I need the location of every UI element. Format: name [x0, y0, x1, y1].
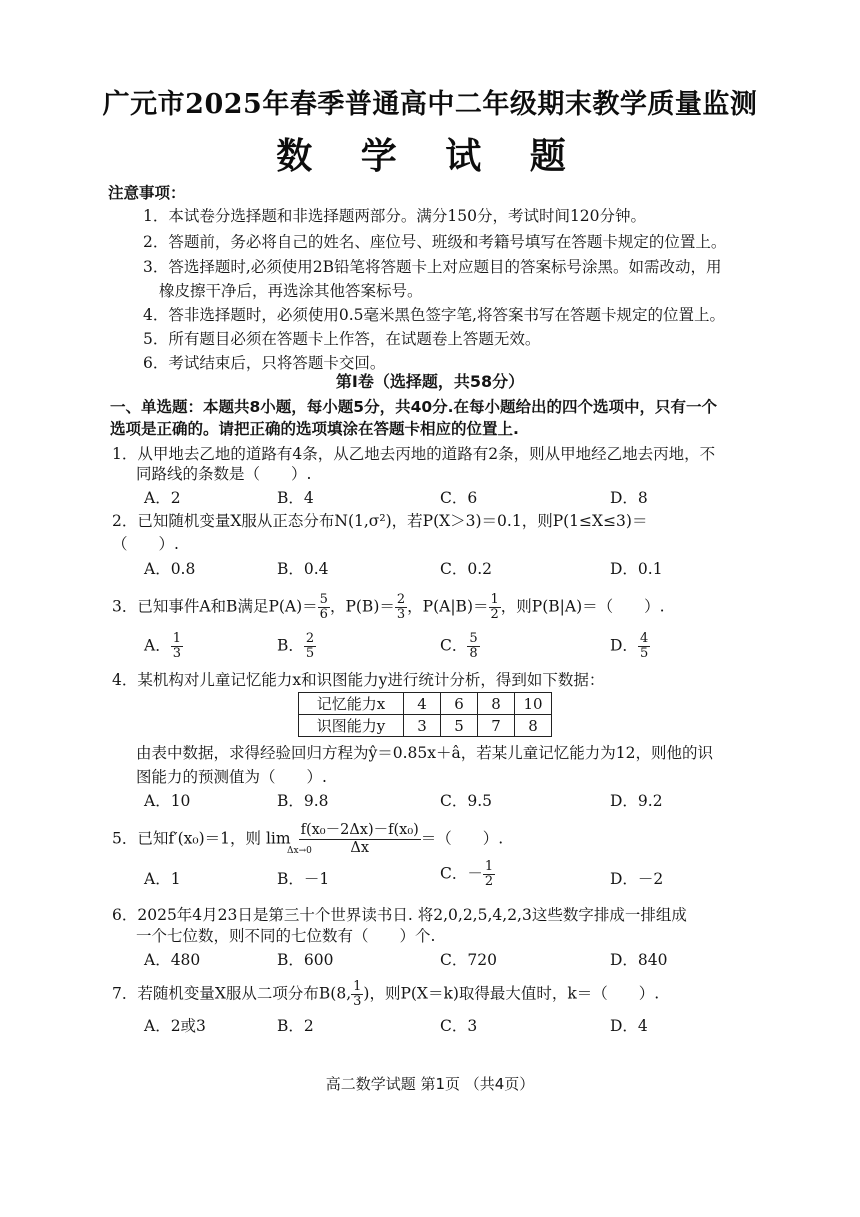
notice-item: 4．答非选择题时，必须使用0.5毫米黑色签字笔,将答案书写在答题卡规定的位置上。 — [143, 306, 725, 324]
option-d: D．－2 — [610, 870, 664, 888]
option-c: C．3 — [440, 1017, 478, 1035]
question-2: 2．已知随机变量X服从正态分布N(1,σ²)，若P(X＞3)＝0.1，则P(1≤X≤3)＝ — [112, 512, 648, 530]
table-cell: 6 — [441, 693, 478, 715]
part-instructions: 选项是正确的。请把正确的选项填涂在答题卡相应的位置上. — [110, 420, 519, 438]
table-cell: 10 — [515, 693, 552, 715]
question-4-cont: 图能力的预测值为（ ）. — [136, 768, 327, 786]
notice-item: 2．答题前，务必将自己的姓名、座位号、班级和考籍号填写在答题卡规定的位置上。 — [143, 233, 727, 251]
question-6-cont: 一个七位数，则不同的七位数有（ ）个. — [136, 927, 436, 945]
option-d: D．840 — [610, 951, 668, 969]
question-1: 1．从甲地去乙地的道路有4条，从乙地去丙地的道路有2条，则从甲地经乙地去丙地，不 — [112, 445, 716, 463]
option-b: B． $\frac{2}{5}$ — [277, 631, 315, 661]
question-4-cont: 由表中数据，求得经验回归方程为ŷ＝0.85x＋â，若某儿童记忆能力为12，则他的识 — [136, 744, 713, 762]
table-row — [299, 693, 552, 715]
notice-item: 1．本试卷分选择题和非选择题两部分。满分150分，考试时间120分钟。 — [143, 207, 647, 225]
question-4: 4．某机构对儿童记忆能力x和识图能力y进行统计分析，得到如下数据： — [112, 671, 605, 689]
option-c: C．－ $\frac{1}{2}$ — [440, 859, 494, 889]
table-cell: 5 — [441, 715, 478, 737]
option-d: D．4 — [610, 1017, 648, 1035]
notice-heading: 注意事项： — [108, 184, 186, 202]
table-cell: 7 — [478, 715, 515, 737]
option-c: C．0.2 — [440, 560, 493, 578]
table-cell: 8 — [478, 693, 515, 715]
option-d: D．9.2 — [610, 792, 663, 810]
option-b: B．－1 — [277, 870, 330, 888]
table-cell: 8 — [515, 715, 552, 737]
option-b: B．600 — [277, 951, 334, 969]
section-title: 第Ⅰ卷（选择题，共58分） — [335, 372, 525, 391]
option-a: A．2 — [144, 489, 181, 507]
question-5: 5．已知f′(x₀)＝1，则 lim Δx→0 $\frac{\text{f(x₀－2Δx)－f(x₀)}}{\Delta x}$ ＝（ ）. — [112, 822, 504, 856]
option-b: B．2 — [277, 1017, 314, 1035]
question-2-cont: （ ）. — [112, 535, 179, 553]
option-b: B．0.4 — [277, 560, 329, 578]
question-3: 3．已知事件A和B满足P(A)＝ $\frac{5}{6}$ ，P(B)＝ $\frac{2}{3}$ ，P(A|B)＝ $\frac{1}{2}$ ，则P(B|A)＝（ ）. — [112, 592, 665, 622]
page-footer: 高二数学试题 第1页 （共4页） — [325, 1075, 535, 1093]
option-a: A．10 — [144, 792, 191, 810]
table-cell: 4 — [404, 693, 441, 715]
option-a: A．1 — [144, 870, 181, 888]
table-cell: 3 — [404, 715, 441, 737]
option-c: C．6 — [440, 489, 478, 507]
option-d: D．0.1 — [610, 560, 663, 578]
notice-item: 橡皮擦干净后，再选涂其他答案标号。 — [159, 282, 423, 300]
option-a: A．480 — [144, 951, 201, 969]
notice-item: 5．所有题目必须在答题卡上作答，在试题卷上答题无效。 — [143, 330, 541, 348]
question-1-cont: 同路线的条数是（ ）. — [136, 465, 312, 483]
question-6: 6．2025年4月23日是第三十个世界读书日. 将2,0,2,5,4,2,3这些数字排成一排组成 — [112, 906, 687, 924]
option-b: B．4 — [277, 489, 314, 507]
option-a: A．2或3 — [144, 1017, 206, 1035]
data-table — [298, 692, 552, 737]
option-c: C．720 — [440, 951, 497, 969]
notice-item: 3．答选择题时,必须使用2B铅笔将答题卡上对应题目的答案标号涂黑。如需改动，用 — [143, 258, 722, 276]
table-cell: 记忆能力x — [299, 693, 404, 715]
option-a: A．0.8 — [144, 560, 196, 578]
option-c: C． $\frac{5}{8}$ — [440, 631, 478, 661]
notice-item: 6．考试结束后，只将答题卡交回。 — [143, 354, 386, 372]
table-row — [299, 715, 552, 737]
subject-title: 数 学 试 题 — [276, 135, 584, 177]
option-a: A． $\frac{1}{3}$ — [144, 631, 181, 661]
question-7: 7．若随机变量X服从二项分布B(8, $\frac{1}{3}$ )，则P(X＝k)取得最大值时，k＝（ ）. — [112, 979, 660, 1009]
option-d: D．8 — [610, 489, 648, 507]
option-c: C．9.5 — [440, 792, 493, 810]
part-instructions: 一、单选题：本题共8小题，每小题5分，共40分.在每小题给出的四个选项中，只有一个 — [110, 398, 718, 416]
table-cell: 识图能力y — [299, 715, 404, 737]
exam-title: 广元市2025年春季普通高中二年级期末教学质量监测 — [102, 89, 758, 120]
option-b: B．9.8 — [277, 792, 329, 810]
option-d: D． $\frac{4}{5}$ — [610, 631, 649, 661]
